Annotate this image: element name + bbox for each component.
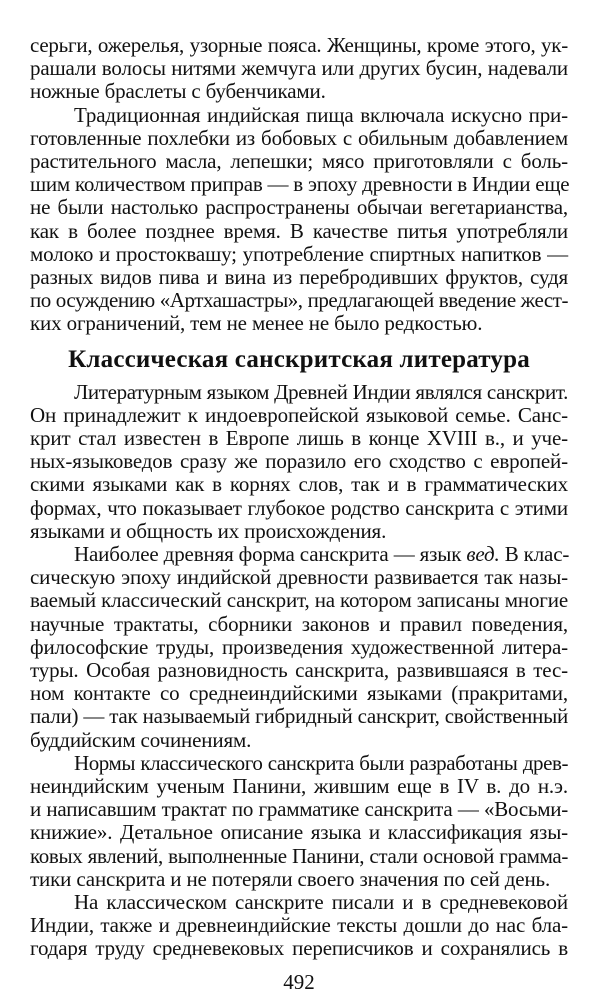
italic-term: вед. [466,542,500,566]
text-line: формах, что показывает глубокое родство санскрита с этими [30,495,568,520]
text-line: шим количеством приправ — в эпоху древности в Индии еще [30,172,570,197]
text-line: растительного масла, лепешки; мясо приготовляли с боль- [30,149,568,173]
text-line: книжие». Детальное описание языка и классификация язы- [30,820,568,845]
book-page [30,33,570,961]
text-line: туры. Особая разновидность санскрита, развившаяся в тес- [30,658,568,682]
text-segment: В клас- [499,542,570,566]
text-line: разных видов пива и вина из перебродивших фруктов, судя [30,265,568,289]
text-line: языками и общность их происхождения. [30,518,387,543]
text-line: На классическом санскрите писали и в средневековой [74,890,568,914]
text-line: философские труды, произведения художественной литера- [30,634,568,659]
text-line: рашали волосы нитями жемчуга или других бусин, надевали [30,56,568,81]
text-line: ном контакте со среднеиндийскими языками (пракритами, [30,681,568,706]
text-line: ваемый классический санскрит, на котором записаны многие [30,588,569,613]
text-line: буддийским сочинениям. [30,727,252,752]
text-line [74,543,568,566]
text-line: не были настолько распространены обычаи вегетарианства, [30,195,568,220]
text-line: Литературным языком Древней Индии являлся санскрит. [74,379,568,404]
text-line: Индии, также и древнеиндийские тексты дошли до нас бла- [30,913,568,938]
text-line: как в более позднее время. В качестве питья употребляли [30,218,568,243]
text-line: Он принадлежит к индоевропейской языковой семье. Санс- [30,402,568,427]
text-line: неиндийским ученым Панини, жившим еще в IV в. до н.э. [30,774,568,798]
text-line: пали) — так называемый гибридный санскрит, свойственный [30,704,568,729]
text-line: крит стал известен в Европе лишь в конце XVIII в., и уче- [30,426,568,450]
text-line: серьги, ожерелья, узорные пояса. Женщины, кроме этого, ук- [30,33,568,57]
section-heading: Классическая санскритская литература [68,345,530,373]
text-line: годаря труду средневековых переписчиков и сохранялись в [30,936,568,961]
text-line: сическую эпоху индийской древности развивается так назы- [30,565,568,590]
text-line: ных-языковедов сразу же поразило его сходство с европей- [30,449,568,474]
text-line: тики санскрита и не потеряли своего значения по сей день. [30,866,551,891]
page-number: 492 [283,969,315,994]
text-line: молоко и простоквашу; употребление спиртных напитков — [30,241,568,266]
text-line: ких ограничений, тем не менее не было редкостью. [30,311,483,336]
text-line: и написавшим трактат по грамматике санскрита — «Восьми- [30,797,568,822]
text-segment: Наиболее древняя форма санскрита — язык [74,542,467,566]
text-line: Нормы классического санскрита были разработаны древ- [74,750,568,775]
text-line: скими языками как в корнях слов, так и в грамматических [30,472,568,497]
text-line: по осуждению «Артхашастры», предлагающей введение жест- [30,288,568,313]
text-line: Традиционная индийская пища включала искусно при- [74,102,568,127]
text-line: ножные браслеты с бубенчиками. [30,79,326,104]
text-line: ковых явлений, выполненные Панини, стали основой грамма- [30,843,568,868]
text-line: научные трактаты, сборники законов и правил поведения, [30,611,568,636]
text-line: готовленные похлебки из бобовых с обильным добавлением [30,125,568,150]
